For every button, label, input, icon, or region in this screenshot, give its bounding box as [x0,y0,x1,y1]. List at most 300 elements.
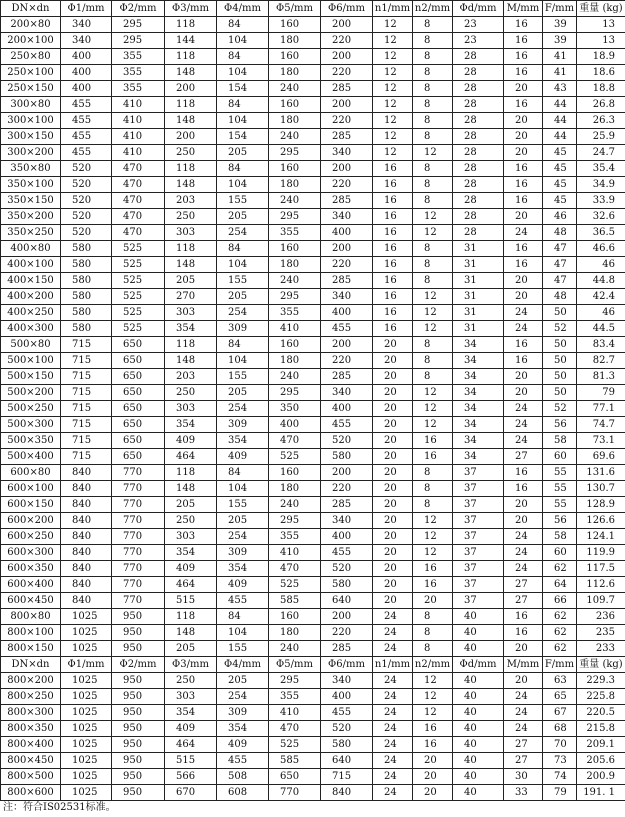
value-cell: 8 [413,241,453,257]
value-cell: 160 [269,161,321,177]
value-cell: 118 [165,161,217,177]
value-cell: 16 [373,241,413,257]
value-cell: 950 [112,705,165,721]
value-cell: 309 [217,417,269,433]
value-cell: 1025 [61,737,112,753]
value-cell: 148 [165,65,217,81]
value-cell: 770 [112,577,165,593]
value-cell: 640 [321,593,373,609]
value-cell: 60 [543,449,577,465]
value-cell: 16 [504,161,543,177]
value-cell: 455 [217,753,269,769]
value-cell: 40 [453,625,504,641]
value-cell: 31 [453,241,504,257]
value-cell: 525 [112,257,165,273]
value-cell: 37 [453,577,504,593]
value-cell: 205 [217,385,269,401]
value-cell: 16 [373,305,413,321]
size-cell: 500×150 [1,369,61,385]
value-cell: 209.1 [577,737,625,753]
value-cell: 12 [413,689,453,705]
value-cell: 28 [453,193,504,209]
value-cell: 24 [504,305,543,321]
value-cell: 28 [453,145,504,161]
value-cell: 355 [269,529,321,545]
value-cell: 16 [373,289,413,305]
value-cell: 400 [321,529,373,545]
value-cell: 220 [321,33,373,49]
value-cell: 118 [165,609,217,625]
value-cell: 410 [112,97,165,113]
value-cell: 24 [504,321,543,337]
value-cell: 16 [504,465,543,481]
value-cell: 191. 1 [577,785,625,801]
value-cell: 455 [321,417,373,433]
table-row [1,705,625,721]
value-cell: 295 [112,33,165,49]
value-cell: 24 [373,705,413,721]
table-row [1,721,625,737]
value-cell: 580 [61,305,112,321]
value-cell: 520 [61,177,112,193]
value-cell: 770 [112,593,165,609]
size-cell: 500×350 [1,433,61,449]
value-cell: 950 [112,609,165,625]
value-cell: 31 [453,321,504,337]
value-cell: 770 [112,545,165,561]
value-cell: 20 [373,513,413,529]
table-row [1,641,625,657]
value-cell: 34 [453,449,504,465]
value-cell: 650 [112,401,165,417]
value-cell: 32.6 [577,209,625,225]
value-cell: 44 [543,97,577,113]
value-cell: 160 [269,17,321,33]
value-cell: 28 [453,209,504,225]
size-cell: 800×450 [1,753,61,769]
size-cell: 350×150 [1,193,61,209]
value-cell: 160 [269,337,321,353]
value-cell: 148 [165,177,217,193]
value-cell: 48 [543,289,577,305]
size-cell: 800×150 [1,641,61,657]
value-cell: 220 [321,177,373,193]
value-cell: 16 [373,177,413,193]
value-cell: 24 [373,785,413,801]
header-cell: DN×dn [1,1,61,17]
value-cell: 464 [165,449,217,465]
footnote: 注：符合IS02531标准。 [3,802,116,813]
value-cell: 285 [321,497,373,513]
value-cell: 770 [269,785,321,801]
value-cell: 20 [504,289,543,305]
value-cell: 303 [165,529,217,545]
value-cell: 20 [504,641,543,657]
size-cell: 250×80 [1,49,61,65]
value-cell: 23 [453,33,504,49]
value-cell: 66 [543,593,577,609]
value-cell: 73 [543,753,577,769]
value-cell: 1025 [61,705,112,721]
table-row [1,33,625,49]
value-cell: 104 [217,353,269,369]
value-cell: 508 [217,769,269,785]
value-cell: 20 [373,593,413,609]
value-cell: 205 [217,673,269,689]
value-cell: 950 [112,737,165,753]
table-row [1,273,625,289]
value-cell: 20 [373,465,413,481]
value-cell: 42.4 [577,289,625,305]
value-cell: 55 [543,497,577,513]
value-cell: 16 [504,609,543,625]
value-cell: 650 [112,449,165,465]
value-cell: 33 [504,785,543,801]
value-cell: 84 [217,97,269,113]
value-cell: 40 [453,721,504,737]
value-cell: 20 [373,577,413,593]
value-cell: 52 [543,401,577,417]
table-row [1,385,625,401]
value-cell: 44 [543,129,577,145]
value-cell: 240 [269,497,321,513]
value-cell: 525 [269,577,321,593]
value-cell: 104 [217,257,269,273]
size-cell: 350×200 [1,209,61,225]
header-cell: M/mm [504,657,543,673]
value-cell: 240 [269,81,321,97]
size-cell: 400×80 [1,241,61,257]
value-cell: 585 [269,753,321,769]
value-cell: 79 [577,385,625,401]
value-cell: 520 [61,161,112,177]
value-cell: 715 [61,385,112,401]
value-cell: 104 [217,113,269,129]
header-cell: Φ5/mm [269,657,321,673]
value-cell: 20 [373,497,413,513]
value-cell: 37 [453,481,504,497]
value-cell: 12 [413,545,453,561]
value-cell: 470 [112,177,165,193]
value-cell: 525 [112,273,165,289]
table-row [1,49,625,65]
value-cell: 215.8 [577,721,625,737]
value-cell: 40 [453,641,504,657]
value-cell: 233 [577,641,625,657]
value-cell: 24 [373,625,413,641]
value-cell: 34 [453,401,504,417]
value-cell: 67 [543,705,577,721]
value-cell: 950 [112,689,165,705]
value-cell: 28 [453,97,504,113]
value-cell: 464 [165,577,217,593]
value-cell: 254 [217,689,269,705]
value-cell: 48 [543,225,577,241]
value-cell: 770 [112,497,165,513]
value-cell: 62 [543,625,577,641]
value-cell: 205 [217,289,269,305]
size-cell: 800×600 [1,785,61,801]
value-cell: 154 [217,81,269,97]
header-cell: DN×dn [1,657,61,673]
value-cell: 650 [269,769,321,785]
value-cell: 84 [217,337,269,353]
value-cell: 355 [269,689,321,705]
header-cell: Φ2/mm [112,657,165,673]
value-cell: 20 [504,497,543,513]
value-cell: 410 [269,545,321,561]
value-cell: 73.1 [577,433,625,449]
table-row [1,529,625,545]
value-cell: 12 [373,145,413,161]
value-cell: 20 [413,785,453,801]
value-cell: 84 [217,609,269,625]
value-cell: 20 [413,593,453,609]
header-cell: n1/mm [373,657,413,673]
header-cell: 重量 (kg) [577,1,625,17]
value-cell: 1025 [61,689,112,705]
value-cell: 16 [504,65,543,81]
value-cell: 250 [165,513,217,529]
value-cell: 16 [504,257,543,273]
value-cell: 37 [453,497,504,513]
size-cell: 350×100 [1,177,61,193]
value-cell: 39 [543,17,577,33]
value-cell: 8 [413,129,453,145]
value-cell: 200 [165,81,217,97]
value-cell: 650 [112,337,165,353]
value-cell: 16 [373,209,413,225]
table-row [1,81,625,97]
value-cell: 580 [61,241,112,257]
value-cell: 45 [543,161,577,177]
value-cell: 840 [61,481,112,497]
value-cell: 470 [112,193,165,209]
value-cell: 58 [543,529,577,545]
value-cell: 285 [321,369,373,385]
value-cell: 180 [269,65,321,81]
value-cell: 144 [165,33,217,49]
value-cell: 455 [217,593,269,609]
value-cell: 840 [321,785,373,801]
value-cell: 8 [413,497,453,513]
value-cell: 24 [504,705,543,721]
value-cell: 295 [269,289,321,305]
size-cell: 350×250 [1,225,61,241]
value-cell: 118 [165,17,217,33]
value-cell: 8 [413,353,453,369]
value-cell: 160 [269,465,321,481]
size-cell: 300×80 [1,97,61,113]
value-cell: 27 [504,753,543,769]
value-cell: 840 [61,545,112,561]
value-cell: 18.6 [577,65,625,81]
table-row [1,209,625,225]
value-cell: 20 [504,129,543,145]
value-cell: 470 [112,161,165,177]
header-cell: Φ6/mm [321,657,373,673]
value-cell: 20 [373,545,413,561]
value-cell: 13 [577,33,625,49]
table-row [1,401,625,417]
value-cell: 770 [112,465,165,481]
value-cell: 715 [61,433,112,449]
value-cell: 16 [504,193,543,209]
value-cell: 180 [269,177,321,193]
value-cell: 8 [413,641,453,657]
value-cell: 235 [577,625,625,641]
value-cell: 155 [217,369,269,385]
value-cell: 285 [321,129,373,145]
value-cell: 8 [413,65,453,81]
value-cell: 118 [165,97,217,113]
value-cell: 84 [217,49,269,65]
value-cell: 12 [413,209,453,225]
value-cell: 20 [504,209,543,225]
value-cell: 24 [504,401,543,417]
value-cell: 16 [504,241,543,257]
value-cell: 220 [321,257,373,273]
value-cell: 16 [413,737,453,753]
value-cell: 340 [321,145,373,161]
value-cell: 715 [61,369,112,385]
value-cell: 126.6 [577,513,625,529]
value-cell: 580 [321,737,373,753]
header-cell: Φd/mm [453,657,504,673]
value-cell: 840 [61,577,112,593]
value-cell: 250 [165,673,217,689]
value-cell: 285 [321,193,373,209]
header-cell: Φ3/mm [165,657,217,673]
value-cell: 37 [453,545,504,561]
value-cell: 455 [321,705,373,721]
value-cell: 180 [269,481,321,497]
value-cell: 104 [217,33,269,49]
value-cell: 670 [165,785,217,801]
value-cell: 409 [217,737,269,753]
value-cell: 229.3 [577,673,625,689]
value-cell: 200 [321,337,373,353]
value-cell: 8 [413,193,453,209]
value-cell: 24 [373,689,413,705]
value-cell: 56 [543,417,577,433]
value-cell: 24 [373,673,413,689]
value-cell: 220 [321,65,373,81]
size-cell: 300×150 [1,129,61,145]
value-cell: 28 [453,65,504,81]
value-cell: 16 [504,17,543,33]
value-cell: 840 [61,529,112,545]
value-cell: 131.6 [577,465,625,481]
value-cell: 295 [112,17,165,33]
value-cell: 84 [217,241,269,257]
value-cell: 118 [165,465,217,481]
value-cell: 117.5 [577,561,625,577]
value-cell: 18.9 [577,49,625,65]
value-cell: 200 [321,161,373,177]
value-cell: 1025 [61,641,112,657]
value-cell: 520 [321,721,373,737]
value-cell: 254 [217,305,269,321]
value-cell: 37 [453,465,504,481]
value-cell: 24 [504,561,543,577]
value-cell: 34 [453,433,504,449]
header-cell: Φ4/mm [217,1,269,17]
value-cell: 12 [373,129,413,145]
value-cell: 220 [321,113,373,129]
value-cell: 400 [321,305,373,321]
value-cell: 470 [112,209,165,225]
value-cell: 12 [413,305,453,321]
value-cell: 28 [453,177,504,193]
value-cell: 8 [413,17,453,33]
value-cell: 840 [61,497,112,513]
value-cell: 309 [217,705,269,721]
value-cell: 160 [269,97,321,113]
value-cell: 40 [453,753,504,769]
value-cell: 650 [112,369,165,385]
value-cell: 155 [217,641,269,657]
value-cell: 950 [112,625,165,641]
header-cell: Φ2/mm [112,1,165,17]
value-cell: 20 [373,337,413,353]
value-cell: 119.9 [577,545,625,561]
value-cell: 16 [504,481,543,497]
value-cell: 525 [269,737,321,753]
value-cell: 16 [413,721,453,737]
value-cell: 354 [217,561,269,577]
value-cell: 27 [504,577,543,593]
value-cell: 1025 [61,625,112,641]
value-cell: 46 [577,257,625,273]
value-cell: 303 [165,401,217,417]
value-cell: 303 [165,305,217,321]
value-cell: 31 [453,273,504,289]
value-cell: 43 [543,81,577,97]
size-cell: 600×200 [1,513,61,529]
size-cell: 600×100 [1,481,61,497]
value-cell: 155 [217,193,269,209]
value-cell: 355 [112,81,165,97]
value-cell: 455 [61,145,112,161]
table-row [1,129,625,145]
value-cell: 124.1 [577,529,625,545]
value-cell: 160 [269,609,321,625]
value-cell: 200 [321,49,373,65]
header-row [1,1,625,17]
value-cell: 254 [217,529,269,545]
value-cell: 45 [543,177,577,193]
value-cell: 1025 [61,721,112,737]
value-cell: 410 [112,113,165,129]
value-cell: 250 [165,385,217,401]
value-cell: 20 [373,401,413,417]
value-cell: 47 [543,257,577,273]
table-row [1,65,625,81]
table-row [1,577,625,593]
value-cell: 31 [453,257,504,273]
value-cell: 12 [413,321,453,337]
value-cell: 34 [453,337,504,353]
value-cell: 50 [543,305,577,321]
value-cell: 650 [112,433,165,449]
value-cell: 205 [165,497,217,513]
value-cell: 410 [269,321,321,337]
value-cell: 52 [543,321,577,337]
value-cell: 16 [504,353,543,369]
value-cell: 20 [504,81,543,97]
value-cell: 47 [543,273,577,289]
